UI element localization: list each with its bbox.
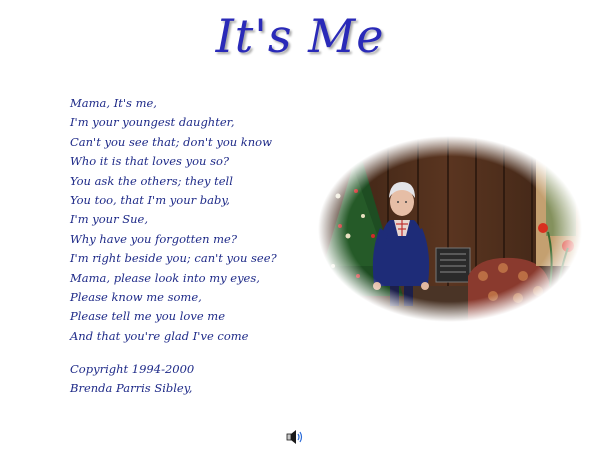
family-photo [318, 136, 582, 322]
poem-line: Who it is that loves you so? [70, 154, 230, 169]
poem-line: I'm your Sue, [70, 212, 148, 227]
poem-line: I'm your youngest daughter, [70, 115, 235, 130]
poem-line: Mama, please look into my eyes, [70, 270, 260, 285]
poem-line: Please tell me you love me [70, 309, 225, 324]
page-title: It's Me [215, 9, 385, 63]
poem-text [70, 94, 320, 399]
poem-line: Mama, It's me, [70, 96, 157, 110]
poem-line: I'm right beside you; can't you see? [70, 251, 277, 266]
poem-line: Please know me some, [70, 289, 202, 304]
copyright-text: Copyright 1994-2000 [70, 362, 195, 377]
poem-line: You ask the others; they tell [70, 173, 233, 188]
stanza-gap [70, 346, 320, 360]
poem-line: You too, that I'm your baby, [70, 192, 230, 207]
poem-line: And that you're glad I've come [70, 328, 249, 343]
speaker-icon[interactable] [285, 428, 305, 446]
poem-line: Can't you see that; don't you know [70, 134, 272, 149]
poem-line: Why have you forgotten me? [70, 231, 238, 246]
author-name: Brenda Parris Sibley, [70, 381, 193, 396]
